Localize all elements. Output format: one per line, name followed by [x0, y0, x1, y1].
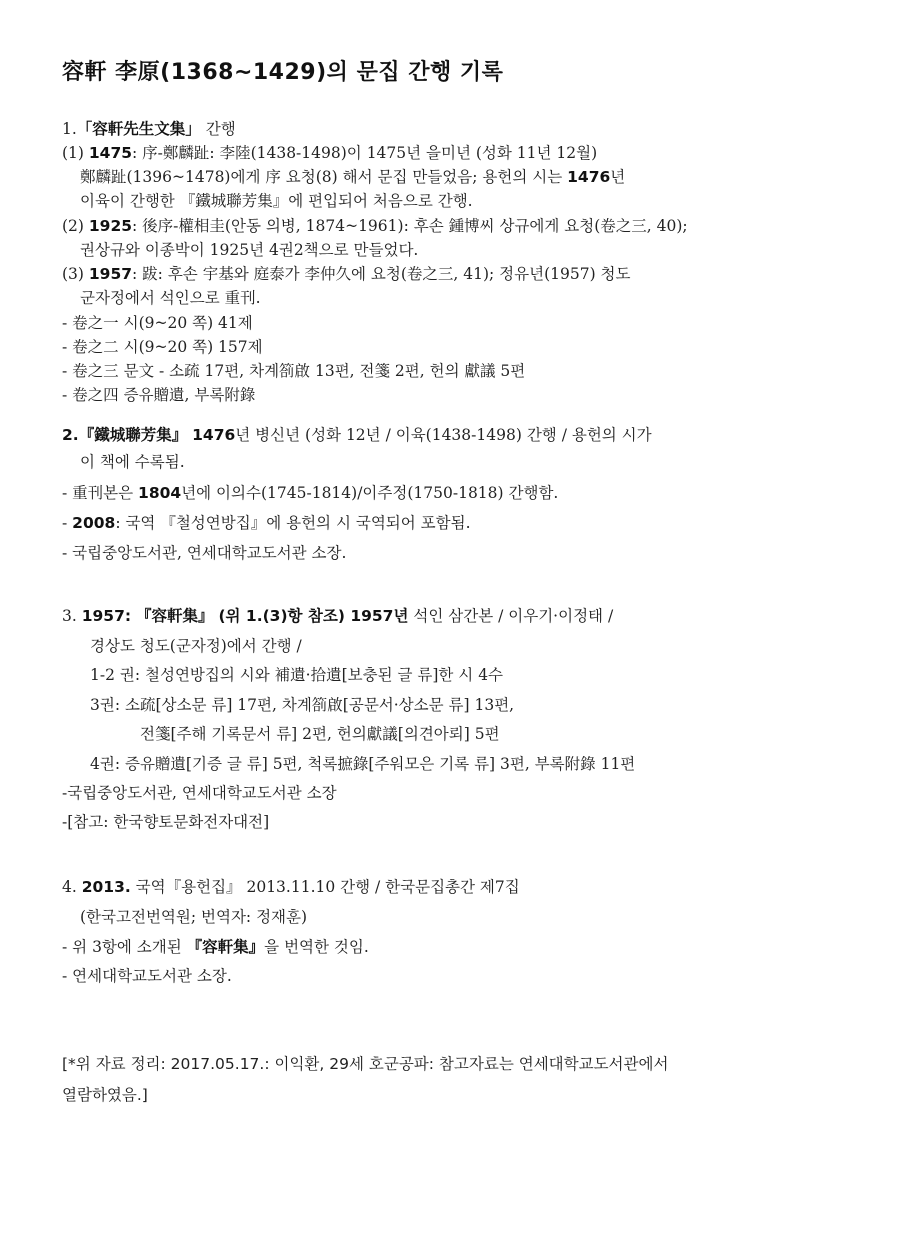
section-1-line-1 [62, 122, 236, 138]
text-run: 석인 삼간본 / 이우기·이정태 / [408, 607, 614, 625]
bold-text-run: 『容軒集』 [136, 607, 214, 625]
text-run: 간행 [200, 120, 236, 138]
bold-text-run: 1476 [192, 426, 236, 444]
section-1-line-9 [62, 316, 253, 332]
text-run: 1. [62, 120, 77, 138]
document-title: 容軒 李原(1368~1429)의 문집 간행 기록 [62, 60, 504, 85]
bold-text-run: 1957: [81, 607, 132, 625]
text-run: - [62, 514, 73, 532]
text-run: 이육이 간행한 『鐵城聯芳集』에 편입되어 처음으로 간행. [80, 192, 473, 210]
bold-text-run: 『容軒集』 [186, 938, 265, 956]
text-run: 경상도 청도(군자정)에서 간행 / [90, 637, 302, 655]
bold-text-run: 1804 [138, 484, 182, 502]
text-run: : 跋: 후손 宇基와 庭泰가 李仲久에 요청(卷之三, 41); 정유년(1957) 청도 [132, 265, 631, 283]
section-4-line-2 [80, 910, 307, 926]
text-run: : 後序-權相圭(안동 의병, 1874~1961): 후손 鍾博씨 상규에게 요청(卷之三, 40); [132, 217, 688, 235]
bold-text-run: 2. [62, 426, 79, 444]
text-run: 4권: 증유贈遺[기증 글 류] 5편, 척록摭錄[주워모은 기록 류] 3편, 부록附錄 11편 [90, 755, 636, 773]
section-1-line-6 [80, 243, 418, 259]
text-run: (한국고전번역원; 번역자: 정재훈) [80, 908, 308, 926]
section-2-line-3 [62, 486, 558, 502]
section-4-line-1 [62, 880, 520, 896]
text-run: 1-2 권: 철성연방집의 시와 補遺·拾遺[보충된 글 류]한 시 4수 [90, 666, 504, 684]
section-4-line-3 [62, 940, 369, 956]
text-run: -국립중앙도서관, 연세대학교도서관 소장 [62, 784, 337, 802]
text-run: 년 [610, 168, 626, 186]
section-2-line-1 [62, 428, 652, 444]
section-1-line-7 [62, 267, 631, 283]
text-run: 을 번역한 것임. [264, 938, 369, 956]
section-3-line-2 [90, 639, 302, 655]
text-run: 권상규와 이종박이 1925년 4권2책으로 만들었다. [80, 241, 419, 259]
section-2-line-5 [62, 546, 346, 562]
footer-note-line-2: 열람하였음.] [62, 1086, 148, 1104]
text-run: 전箋[주해 기록문서 류] 2편, 헌의獻議[의견아뢰] 5편 [140, 725, 500, 743]
text-run: - 卷之三 문文 - 소疏 17편, 차계箚啟 13편, 전箋 2편, 헌의 獻議 5편 [62, 362, 526, 380]
section-1-line-4 [80, 194, 473, 210]
section-1-line-2 [62, 146, 597, 162]
text-run: 년 병신년 (성화 12년 / 이육(1438-1498) 간행 / 용헌의 시가 [235, 426, 652, 444]
text-run: : 序-鄭麟趾: 李陸(1438-1498)이 1475년 을미년 (성화 11년 12월) [132, 144, 598, 162]
section-1-line-12 [62, 388, 255, 404]
section-3-line-7 [62, 786, 337, 802]
section-1-line-5 [62, 219, 688, 235]
bold-text-run: 1475 [88, 144, 133, 162]
text-run: 3권: 소疏[상소문 류] 17편, 차계箚啟[공문서·상소문 류] 13편, [90, 696, 515, 714]
text-run: 鄭麟趾(1396~1478)에게 序 요청(8) 해서 문집 만들었음; 용헌의 시는 [80, 168, 568, 186]
section-3-line-4 [90, 698, 514, 714]
bold-text-run: (위 1.(3)항 참조) 1957년 [218, 607, 409, 625]
text-run: : 국역 『철성연방집』에 용헌의 시 국역되어 포함됨. [115, 514, 471, 532]
text-run: - 연세대학교도서관 소장. [62, 967, 232, 985]
text-run: 이 책에 수록됨. [80, 453, 185, 471]
text-run: 년에 이의수(1745-1814)/이주정(1750-1818) 간행함. [181, 484, 559, 502]
text-run: 국역『용헌집』 2013.11.10 간행 / 한국문집총간 제7집 [130, 878, 520, 896]
section-4-line-4 [62, 969, 232, 985]
section-3-line-1 [62, 609, 613, 625]
footer-note-line-1: [*위 자료 정리: 2017.05.17.: 이익환, 29세 호군공파: 참고자료는 연세대학교도서관에서 [62, 1055, 669, 1073]
section-1-line-10 [62, 340, 263, 356]
text-run: (1) [62, 144, 89, 162]
text-run: (2) [62, 217, 89, 235]
text-run: - 국립중앙도서관, 연세대학교도서관 소장. [62, 544, 347, 562]
text-run: (3) [62, 265, 89, 283]
section-1-line-3 [80, 170, 625, 186]
section-3-line-3 [90, 668, 503, 684]
text-run: 군자정에서 석인으로 重刊. [80, 289, 261, 307]
bold-text-run: 2008 [72, 514, 116, 532]
section-2-line-4 [62, 516, 471, 532]
text-run: 4. [62, 878, 82, 896]
text-run: - 卷之二 시(9~20 쪽) 157제 [62, 338, 263, 356]
bold-text-run: 1476 [567, 168, 611, 186]
section-1-line-8 [80, 291, 261, 307]
bold-text-run: 「容軒先生文集」 [76, 120, 201, 138]
section-1-line-11 [62, 364, 525, 380]
bold-text-run: 2013. [81, 878, 131, 896]
text-run: 3. [62, 607, 82, 625]
section-3-line-8 [62, 815, 269, 831]
text-run: -[참고: 한국향토문화전자대전] [62, 813, 270, 831]
section-3-line-5 [140, 727, 500, 743]
bold-text-run: 1957 [88, 265, 133, 283]
text-run: - 重刊본은 [62, 484, 139, 502]
bold-text-run: 『鐵城聯芳集』 [78, 426, 188, 444]
section-3-line-6 [90, 757, 635, 773]
text-run: - 위 3항에 소개된 [62, 938, 187, 956]
text-run: - 卷之一 시(9~20 쪽) 41제 [62, 314, 253, 332]
bold-text-run: 1925 [88, 217, 133, 235]
text-run: - 卷之四 증유贈遺, 부록附錄 [62, 386, 256, 404]
section-2-line-2 [80, 455, 185, 471]
